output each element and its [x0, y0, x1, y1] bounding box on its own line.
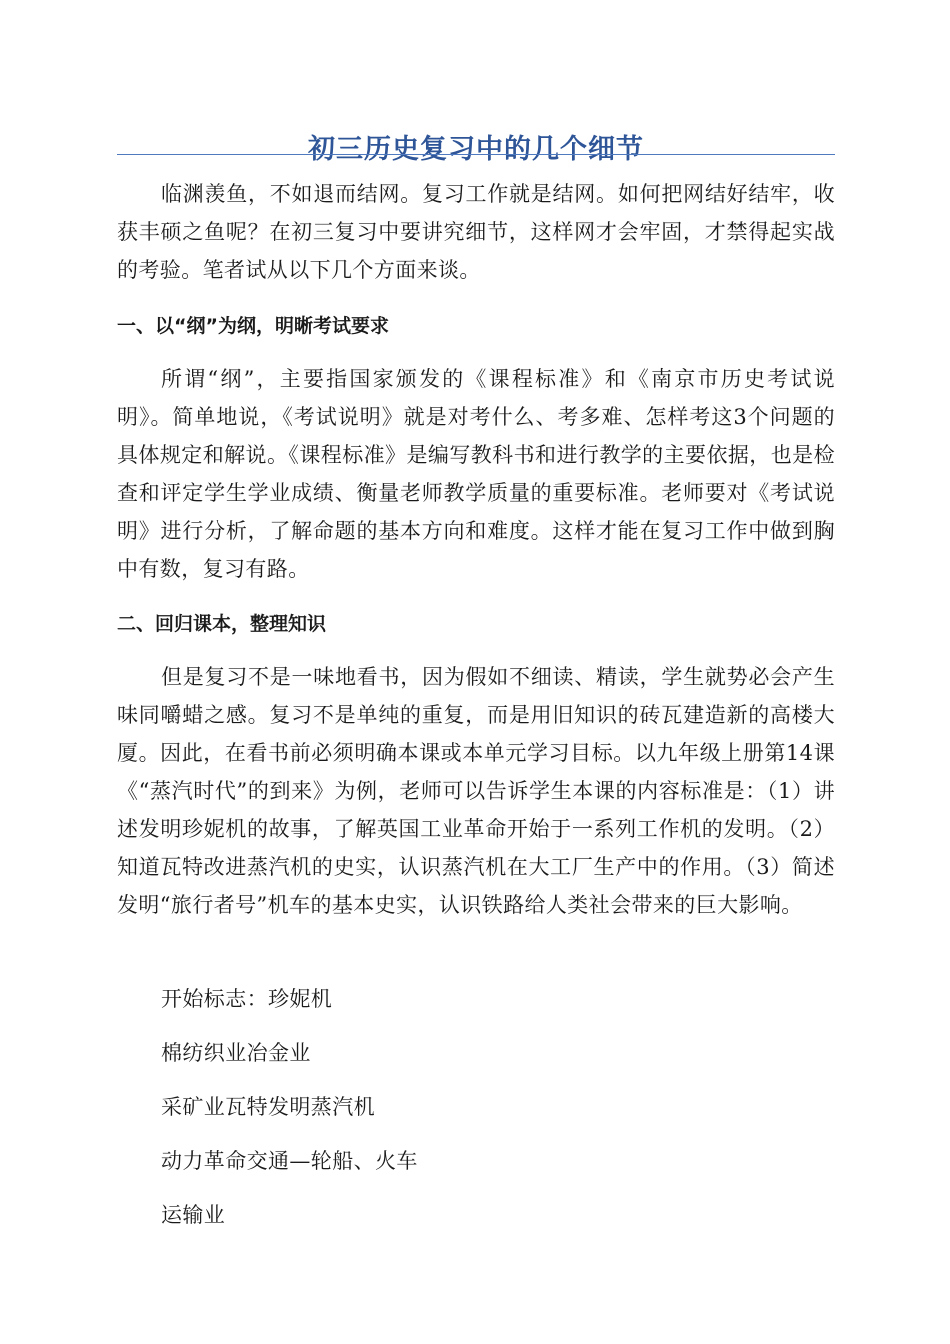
outline-item: 运输业: [161, 1203, 226, 1227]
section-2-heading: 二、回归课本，整理知识: [117, 613, 327, 635]
section-1-paragraph: 所谓“纲”，主要指国家颁发的《课程标准》和《南京市历史考试说明》。简单地说，《考试说明》就是对考什么、考多难、怎样考这3个问题的具体规定和解说。《课程标准》是编写教科书和进行教学的主要依据，也是检查和评定学生学业成绩、衡量老师教学质量的重要标准。老师要对《考试说明》进行分析，了解命题的基本方向和难度。这样才能在复习工作中做到胸中有数，复习有路。: [117, 367, 835, 581]
title-underline: [117, 154, 835, 155]
intro-paragraph: 临渊羡鱼，不如退而结网。复习工作就是结网。如何把网结好结牢，收获丰硕之鱼呢？在初三复习中要讲究细节，这样网才会牢固，才禁得起实战的考验。笔者试从以下几个方面来谈。: [117, 182, 835, 282]
outline-item: 动力革命交通—轮船、火车: [161, 1149, 418, 1173]
document-title: 初三历史复习中的几个细节: [308, 134, 644, 166]
outline-item: 采矿业瓦特发明蒸汽机: [161, 1095, 375, 1119]
outline-item: 开始标志：珍妮机: [161, 987, 333, 1011]
section-2-paragraph: 但是复习不是一味地看书，因为假如不细读、精读，学生就势必会产生味同嚼蜡之感。复习不是单纯的重复，而是用旧知识的砖瓦建造新的高楼大厦。因此，在看书前必须明确本课或本单元学习目标。以九年级上册第14课《“蒸汽时代”的到来》为例，老师可以告诉学生本课的内容标准是：（1）讲述发明珍妮机的故事，了解英国工业革命开始于一系列工作机的发明。（2）知道瓦特改进蒸汽机的史实，认识蒸汽机在大工厂生产中的作用。（3）简述发明“旅行者号”机车的基本史实，认识铁路给人类社会带来的巨大影响。: [117, 665, 835, 917]
section-1-heading: 一、以“纲”为纲，明晰考试要求: [117, 315, 389, 337]
outline-item: 棉纺织业冶金业: [161, 1041, 311, 1065]
